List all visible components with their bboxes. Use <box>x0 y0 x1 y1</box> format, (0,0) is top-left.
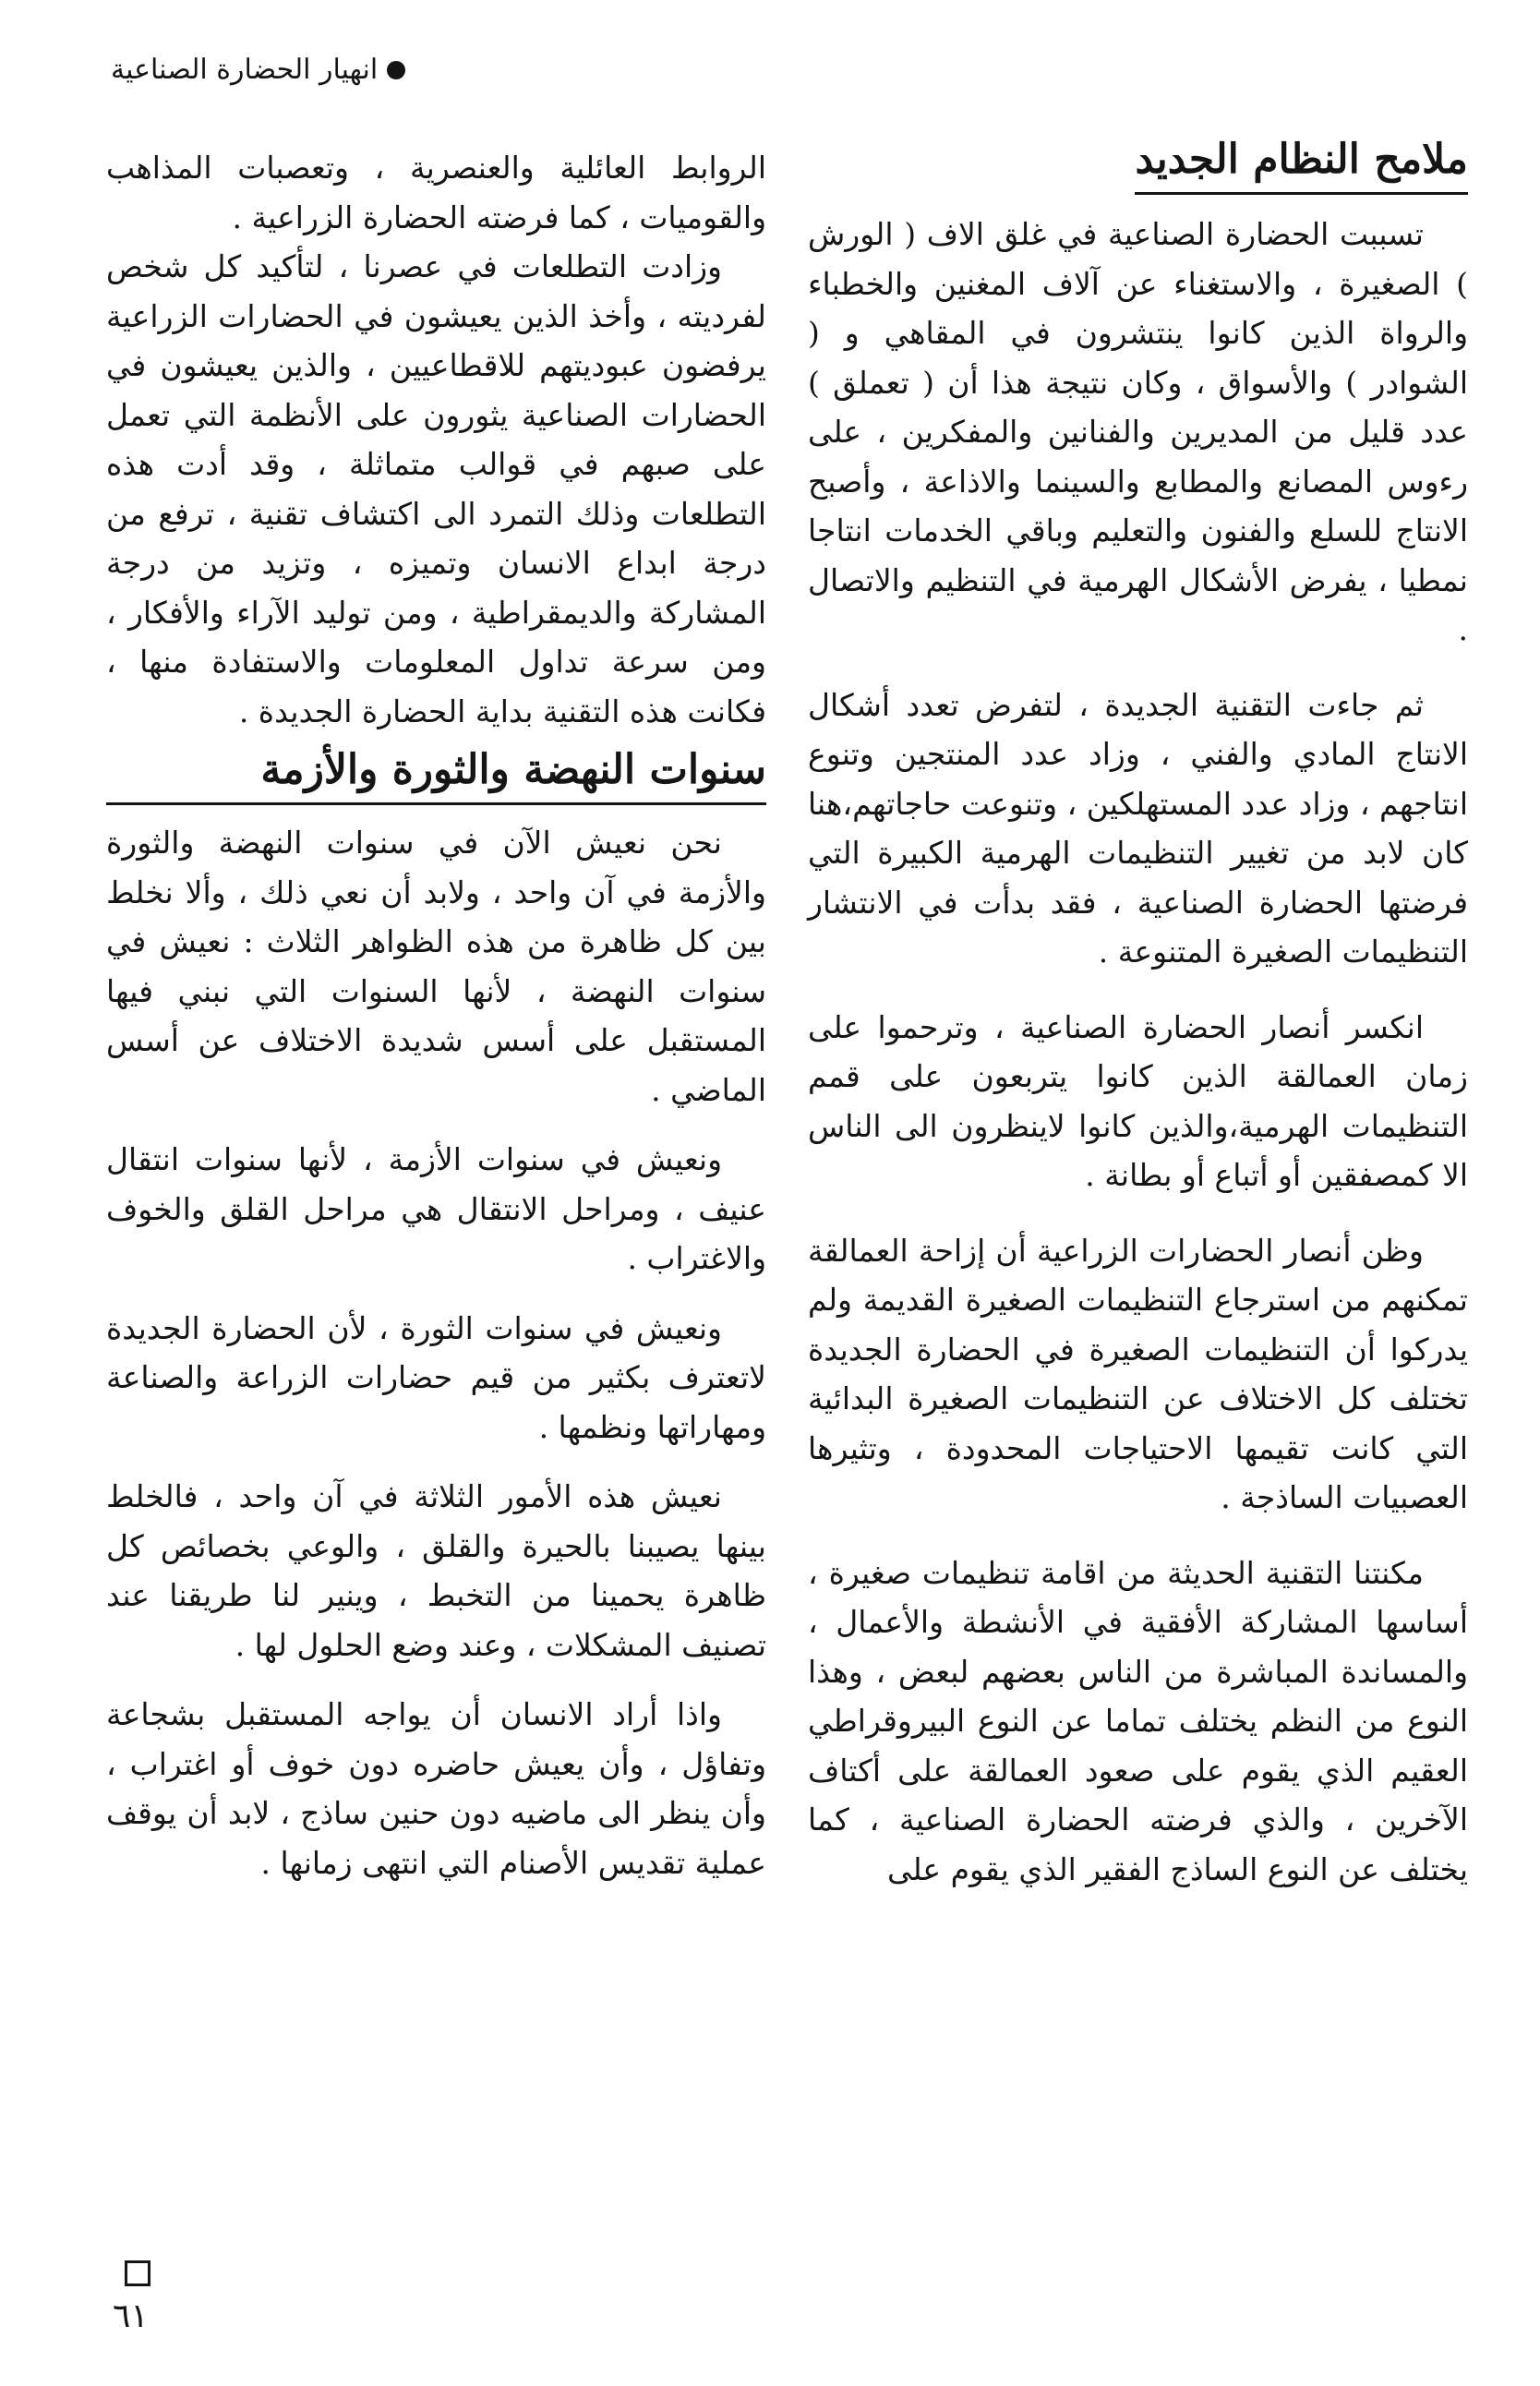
left-intro-paragraph: الروابط العائلية والعنصرية ، وتعصبات المذاهب والقوميات ، كما فرضته الحضارة الزراعية . <box>106 150 766 235</box>
end-square-icon <box>125 2260 150 2286</box>
section-title-new-order: ملامح النظام الجديد <box>1135 129 1468 195</box>
right-paragraph-3: انكسر أنصار الحضارة الصناعية ، وترحموا على زمان العمالقة الذين كانوا يتربعون على قمم التنظيمات الهرمية،والذين كانوا لاينظرون الى الناس الا كمصفقين أو أتباع أو بطانة . <box>808 1008 1468 1193</box>
left-paragraph-4: نعيش هذه الأمور الثلاثة في آن واحد ، فالخلط بينها يصيبنا بالحيرة والقلق ، والوعي بخصائص كل ظاهرة يحمينا من التخبط ، وينير لنا طريقنا عند تصنيف المشكلات ، وعند وضع الحلول لها . <box>106 1478 766 1663</box>
section-title-renaissance: سنوات النهضة والثورة والأزمة <box>106 740 766 805</box>
right-paragraph-4: وظن أنصار الحضارات الزراعية أن إزاحة العمالقة تمكنهم من استرجاع التنظيمات الصغيرة القديمة ولم يدركوا أن التنظيمات الصغيرة في الحضارة الجديدة تختلف كل الاختلاف عن التنظيمات الصغيرة البدائية التي كانت تقيمها الاحتياجات المحدودة ، وتثيرها العصبيات الساذجة . <box>808 1232 1468 1515</box>
running-header <box>111 54 405 86</box>
left-paragraph-aspirations: وزادت التطلعات في عصرنا ، لتأكيد كل شخص لفرديته ، وأخذ الذين يعيشون في الحضارات الزراعية يرفضون عبوديتهم للاقطاعيين ، والذين يعيشون في الحضارات الصناعية يثورون على الأنظمة التي تعمل على صبهم في قوالب متماثلة ، وقد أدت هذه التطلعات وذلك التمرد الى اكتشاف تقنية ، ترفع من درجة ابداع الانسان وتميزه ، وتزيد من درجة المشاركة والديمقراطية ، ومن توليد الآراء والأفكار ، ومن سرعة تداول المعلومات والاستفادة منها ، فكانت هذه التقنية بداية الحضارة الجديدة . <box>106 248 766 729</box>
right-paragraph-5: مكنتنا التقنية الحديثة من اقامة تنظيمات صغيرة ، أساسها المشاركة الأفقية في الأنشطة والأعمال ، والمساندة المباشرة من الناس بعضهم لبعض ، وهذا النوع من النظم يختلف تماما عن النوع البيروقراطي العقيم الذي يقوم على صعود العمالقة على أكتاف الآخرين ، والذي فرضته الحضارة الصناعية ، كما يختلف عن النوع الساذج الفقير الذي يقوم على <box>808 1554 1468 1887</box>
section-title-wrap <box>106 740 766 805</box>
left-paragraph-1: نحن نعيش الآن في سنوات النهضة والثورة والأزمة في آن واحد ، ولابد أن نعي ذلك ، وألا نخلط بين كل ظاهرة من هذه الظواهر الثلاث : نعيش في سنوات النهضة ، لأنها السنوات التي نبني فيها المستقبل على أسس شديدة الاختلاف عن أسس الماضي . <box>106 825 766 1108</box>
running-header-text: انهيار الحضارة الصناعية <box>111 54 379 86</box>
left-paragraph-3: ونعيش في سنوات الثورة ، لأن الحضارة الجديدة لاتعترف بكثير من قيم حضارات الزراعة والصناعة ومهاراتها ونظمها . <box>106 1309 766 1445</box>
right-paragraph-2: ثم جاءت التقنية الجديدة ، لتفرض تعدد أشكال الانتاج المادي والفني ، وزاد عدد المنتجين وتنوع انتاجهم ، وزاد عدد المستهلكين ، وتنوعت حاجاتهم،هنا كان لابد من تغيير التنظيمات الهرمية الكبيرة التي فرضتها الحضارة الصناعية ، فقد بدأت في الانتشار التنظيمات الصغيرة المتنوعة . <box>808 686 1468 970</box>
right-paragraph-1: تسببت الحضارة الصناعية في غلق الاف ( الورش ) الصغيرة ، والاستغناء عن آلاف المغنين والخطباء والرواة الذين كانوا ينتشرون في المقاهي و ( الشوادر ) والأسواق ، وكان نتيجة هذا أن ( تعملق ) عدد قليل من المديرين والفنانين والمفكرين ، على رءوس المصانع والمطابع والسينما والاذاعة ، وأصبح الانتاج للسلع والفنون والتعليم وباقي الخدمات انتاجا نمطيا ، يفرض الأشكال الهرمية في التنظيم والاتصال . <box>808 216 1468 647</box>
left-paragraph-2: ونعيش في سنوات الأزمة ، لأنها سنوات انتقال عنيف ، ومراحل الانتقال هي مراحل القلق والخوف والاغتراب . <box>106 1141 766 1276</box>
left-paragraph-5: واذا أراد الانسان أن يواجه المستقبل بشجاعة وتفاؤل ، وأن يعيش حاضره دون خوف أو اغتراب ، وأن ينظر الى ماضيه دون حنين ساذج ، لابد أن يوقف عملية تقديس الأصنام التي انتهى زمانها . <box>106 1696 766 1881</box>
right-column <box>808 129 1468 1894</box>
left-column <box>106 143 766 1887</box>
page-number: ٦١ <box>113 2297 149 2335</box>
bullet-icon <box>387 61 405 79</box>
